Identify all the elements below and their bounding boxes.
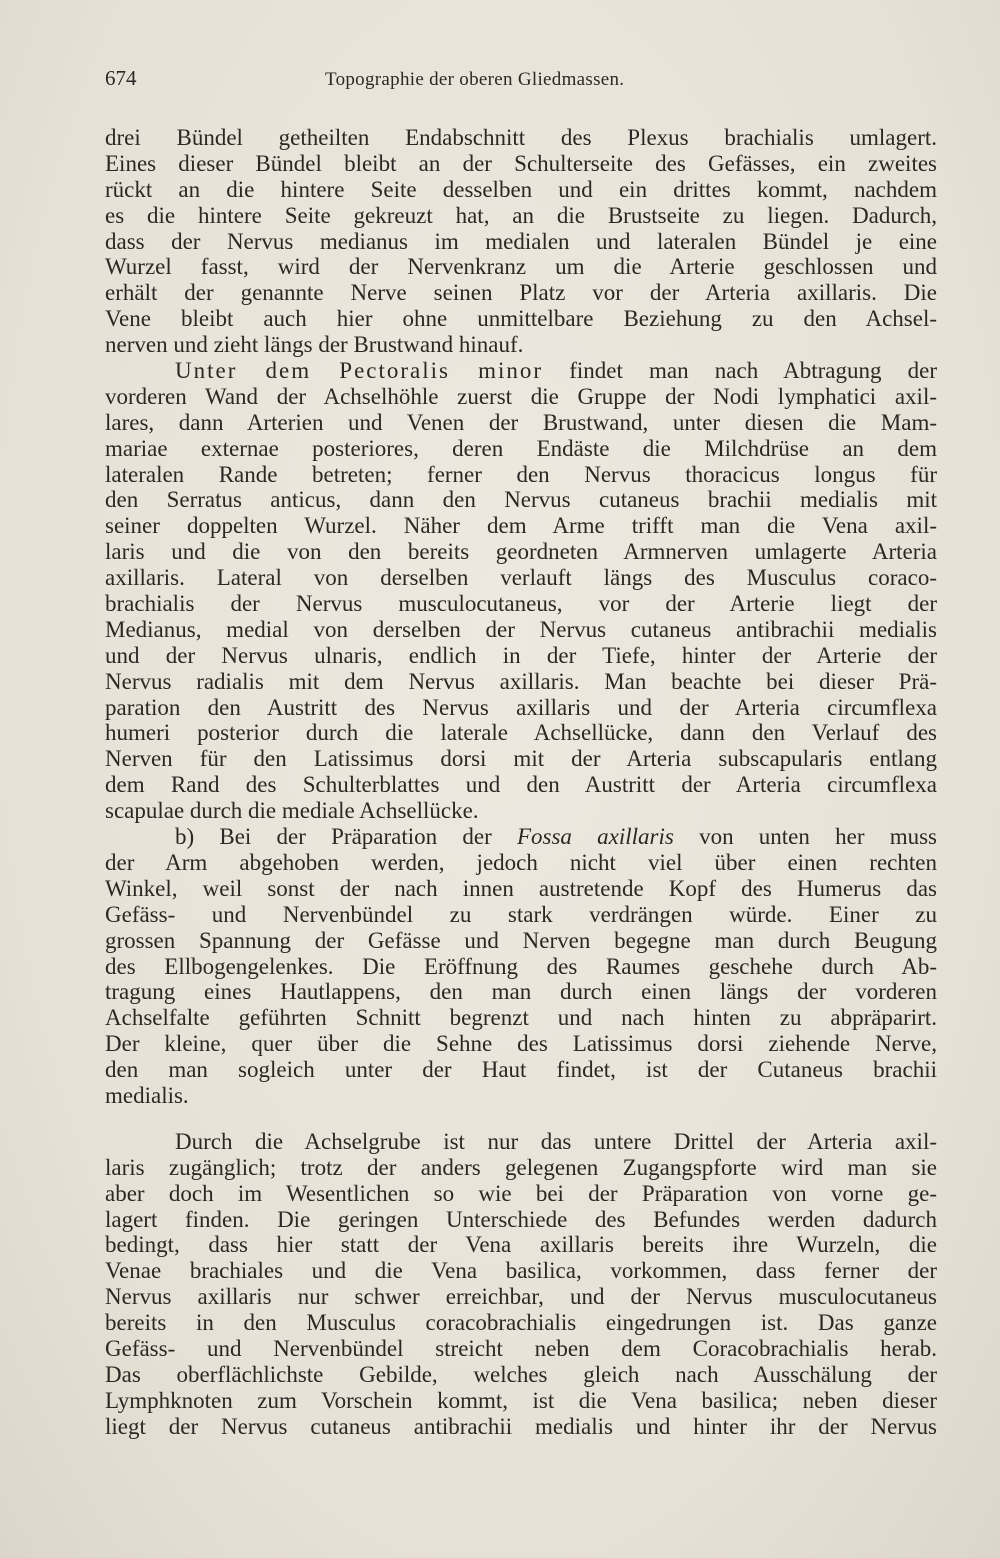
text-line: und der Nervus ulnaris, endlich in der Tiefe, hinter der Arterie der <box>105 642 937 668</box>
running-head: Topographie der oberen Gliedmassen. <box>325 69 625 90</box>
text-line: nerven und zieht längs der Brustwand hinauf. <box>105 332 524 358</box>
italic-term: Fossa axillaris <box>516 824 674 850</box>
text-line-first <box>105 824 937 850</box>
text-line: grossen Spannung der Gefässe und Nerven begegne man durch Beugung <box>105 927 937 953</box>
text-line: lateralen Rande betreten; ferner den Nervus thoracicus longus für <box>105 461 937 487</box>
text-line: Der kleine, quer über die Sehne des Latissimus dorsi ziehende Nerve, <box>105 1031 937 1057</box>
text-line: lagert finden. Die geringen Unterschiede des Befundes werden dadurch <box>105 1206 937 1232</box>
text-line: Achselfalte geführten Schnitt begrenzt und nach hinten zu abpräparirt. <box>105 1005 937 1031</box>
text-line: Das oberflächlichste Gebilde, welches gleich nach Ausschälung der <box>105 1361 937 1387</box>
text-line: bereits in den Musculus coracobrachialis eingedrungen ist. Das ganze <box>105 1310 937 1336</box>
paragraph-2 <box>105 358 937 824</box>
page-header <box>105 66 935 102</box>
text-line: humeri posterior durch die laterale Achsellücke, dann den Verlauf des <box>105 720 937 746</box>
body-text <box>105 125 937 1440</box>
text-line: laris zugänglich; trotz der anders gelegenen Zugangspforte wird man sie <box>105 1154 937 1180</box>
text-line: drei Bündel getheilten Endabschnitt des Plexus brachialis umlagert. <box>105 125 937 150</box>
text-line: Nervus axillaris nur schwer erreichbar, und der Nervus musculocutaneus <box>105 1284 937 1310</box>
text-line-first <box>105 358 937 384</box>
text-line: erhält der genannte Nerve seinen Platz vor der Arteria axillaris. Die <box>105 280 937 306</box>
text-line: mariae externae posteriores, deren Endäste die Milchdrüse an dem <box>105 435 937 461</box>
text-line: Durch die Achselgrube ist nur das untere Drittel der Arteria axil- <box>175 1128 937 1154</box>
line-rest: von unten her muss <box>673 824 937 850</box>
paragraph-3 <box>105 824 937 1109</box>
text-line: Lymphknoten zum Vorschein kommt, ist die Vena basilica; neben dieser <box>105 1387 937 1413</box>
text-line: rückt an die hintere Seite desselben und ein drittes kommt, nachdem <box>105 176 937 202</box>
text-line: dass der Nervus medianus im medialen und lateralen Bündel je eine <box>105 228 937 254</box>
text-line: Wurzel fasst, wird der Nervenkranz um die Arterie geschlossen und <box>105 254 937 280</box>
text-line: dem Rand des Schulterblattes und den Austritt der Arteria circumflexa <box>105 772 937 798</box>
text-line: den Serratus anticus, dann den Nervus cutaneus brachii medialis mit <box>105 487 937 513</box>
text-line: medialis. <box>105 1082 189 1108</box>
text-line: lares, dann Arterien und Venen der Brustwand, unter diesen die Mam- <box>105 409 937 435</box>
text-line: liegt der Nervus cutaneus antibrachii medialis und hinter ihr der Nervus <box>105 1413 937 1439</box>
text-line: seiner doppelten Wurzel. Näher dem Arme trifft man die Vena axil- <box>105 513 937 539</box>
line-lead: b) Bei der Präparation der <box>175 824 517 850</box>
text-line: tragung eines Hautlappens, den man durch einen längs der vorderen <box>105 979 937 1005</box>
text-line: scapulae durch die mediale Achsellücke. <box>105 798 479 824</box>
line-rest: findet man nach Abtragung der <box>543 358 937 384</box>
paragraph-4 <box>105 1129 937 1440</box>
text-line: den man sogleich unter der Haut findet, ist der Cutaneus brachii <box>105 1057 937 1083</box>
text-line: des Ellbogengelenkes. Die Eröffnung des Raumes geschehe durch Ab- <box>105 953 937 979</box>
text-line: Gefäss- und Nervenbündel zu stark verdrängen würde. Einer zu <box>105 901 937 927</box>
text-line: Gefäss- und Nervenbündel streicht neben dem Coracobrachialis herab. <box>105 1335 937 1361</box>
text-line: es die hintere Seite gekreuzt hat, an die Brustseite zu liegen. Dadurch, <box>105 202 937 228</box>
paragraph-1 <box>105 125 937 358</box>
text-line: paration den Austritt des Nervus axillaris und der Arteria circumflexa <box>105 694 937 720</box>
text-line: der Arm abgehoben werden, jedoch nicht viel über einen rechten <box>105 849 937 875</box>
text-line: bedingt, dass hier statt der Vena axillaris bereits ihre Wurzeln, die <box>105 1232 937 1258</box>
text-line: Eines dieser Bündel bleibt an der Schulterseite des Gefässes, ein zweites <box>105 150 937 176</box>
text-line: aber doch im Wesentlichen so wie bei der Präparation von vorne ge- <box>105 1180 937 1206</box>
text-line: Winkel, weil sonst der nach innen austretende Kopf des Humerus das <box>105 875 937 901</box>
text-line: Nerven für den Latissimus dorsi mit der Arteria subscapularis entlang <box>105 746 937 772</box>
text-line: axillaris. Lateral von derselben verlauft längs des Musculus coraco- <box>105 565 937 591</box>
text-line: Medianus, medial von derselben der Nervus cutaneus antibrachii medialis <box>105 616 937 642</box>
text-line: vorderen Wand der Achselhöhle zuerst die Gruppe der Nodi lymphatici axil- <box>105 383 937 409</box>
text-line: Nervus radialis mit dem Nervus axillaris. Man beachte bei dieser Prä- <box>105 668 937 694</box>
spaced-emphasis: Unter dem Pectoralis minor <box>175 358 544 384</box>
text-line: Vene bleibt auch hier ohne unmittelbare Beziehung zu den Achsel- <box>105 306 937 332</box>
text-line: Venae brachiales und die Vena basilica, vorkommen, dass ferner der <box>105 1258 937 1284</box>
page-number: 674 <box>105 66 137 90</box>
text-line: laris und die von den bereits geordneten Armnerven umlagerte Arteria <box>105 539 937 565</box>
text-line: brachialis der Nervus musculocutaneus, vor der Arterie liegt der <box>105 591 937 617</box>
paragraph-gap <box>105 1109 937 1129</box>
